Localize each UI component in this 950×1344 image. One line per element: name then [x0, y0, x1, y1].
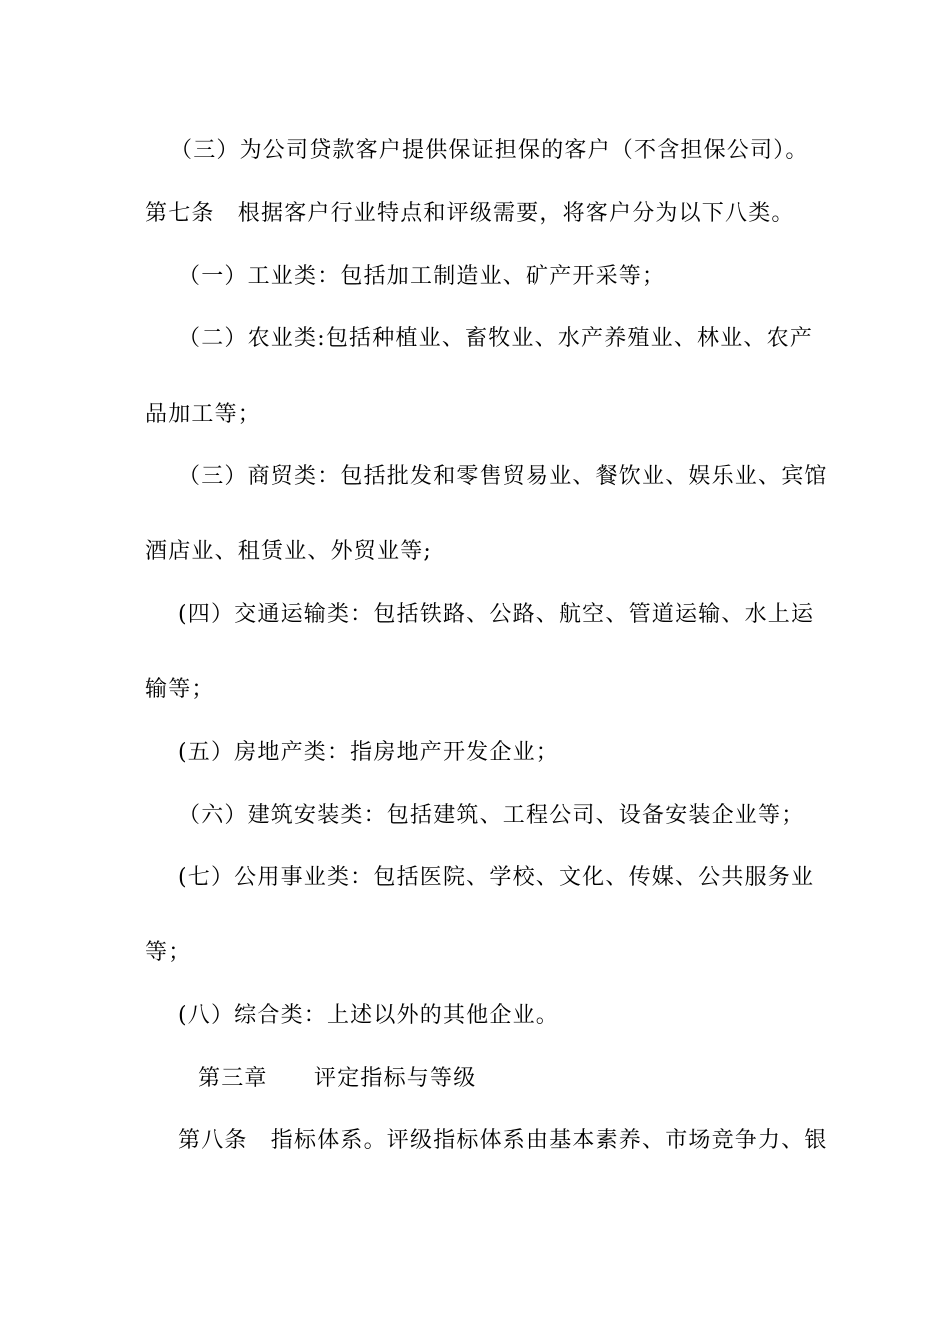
category-3-commerce-cont: 酒店业、租赁业、外贸业等; — [145, 539, 433, 564]
category-4-transport-cont: 输等； — [145, 677, 215, 702]
paragraph-item-3-guarantor: （三）为公司贷款客户提供保证担保的客户（不含担保公司）。 — [170, 138, 809, 163]
category-7-public-utility: (七）公用事业类：包括医院、学校、文化、传媒、公共服务业 — [178, 865, 815, 890]
category-4-transport: (四）交通运输类：包括铁路、公路、航空、管道运输、水上运 — [178, 602, 815, 627]
category-3-commerce: （三）商贸类：包括批发和零售贸易业、餐饮业、娱乐业、宾馆 — [178, 464, 828, 489]
article-8-heading: 第八条 指标体系。评级指标体系由基本素养、市场竞争力、银 — [178, 1128, 828, 1153]
category-1-industry: （一）工业类：包括加工制造业、矿产开采等； — [178, 264, 666, 289]
chapter-3-heading: 第三章 评定指标与等级 — [198, 1066, 477, 1091]
category-7-public-utility-cont: 等； — [145, 940, 192, 965]
category-2-agriculture-cont: 品加工等； — [145, 402, 262, 427]
category-8-comprehensive: (八）综合类：上述以外的其他企业。 — [178, 1003, 559, 1028]
category-6-construction: （六）建筑安装类：包括建筑、工程公司、设备安装企业等； — [178, 803, 805, 828]
category-5-real-estate: (五）房地产类：指房地产开发企业； — [178, 740, 559, 765]
article-7-heading: 第七条 根据客户行业特点和评级需要，将客户分为以下八类。 — [145, 201, 795, 226]
category-2-agriculture: （二）农业类:包括种植业、畜牧业、水产养殖业、林业、农产 — [178, 326, 814, 351]
